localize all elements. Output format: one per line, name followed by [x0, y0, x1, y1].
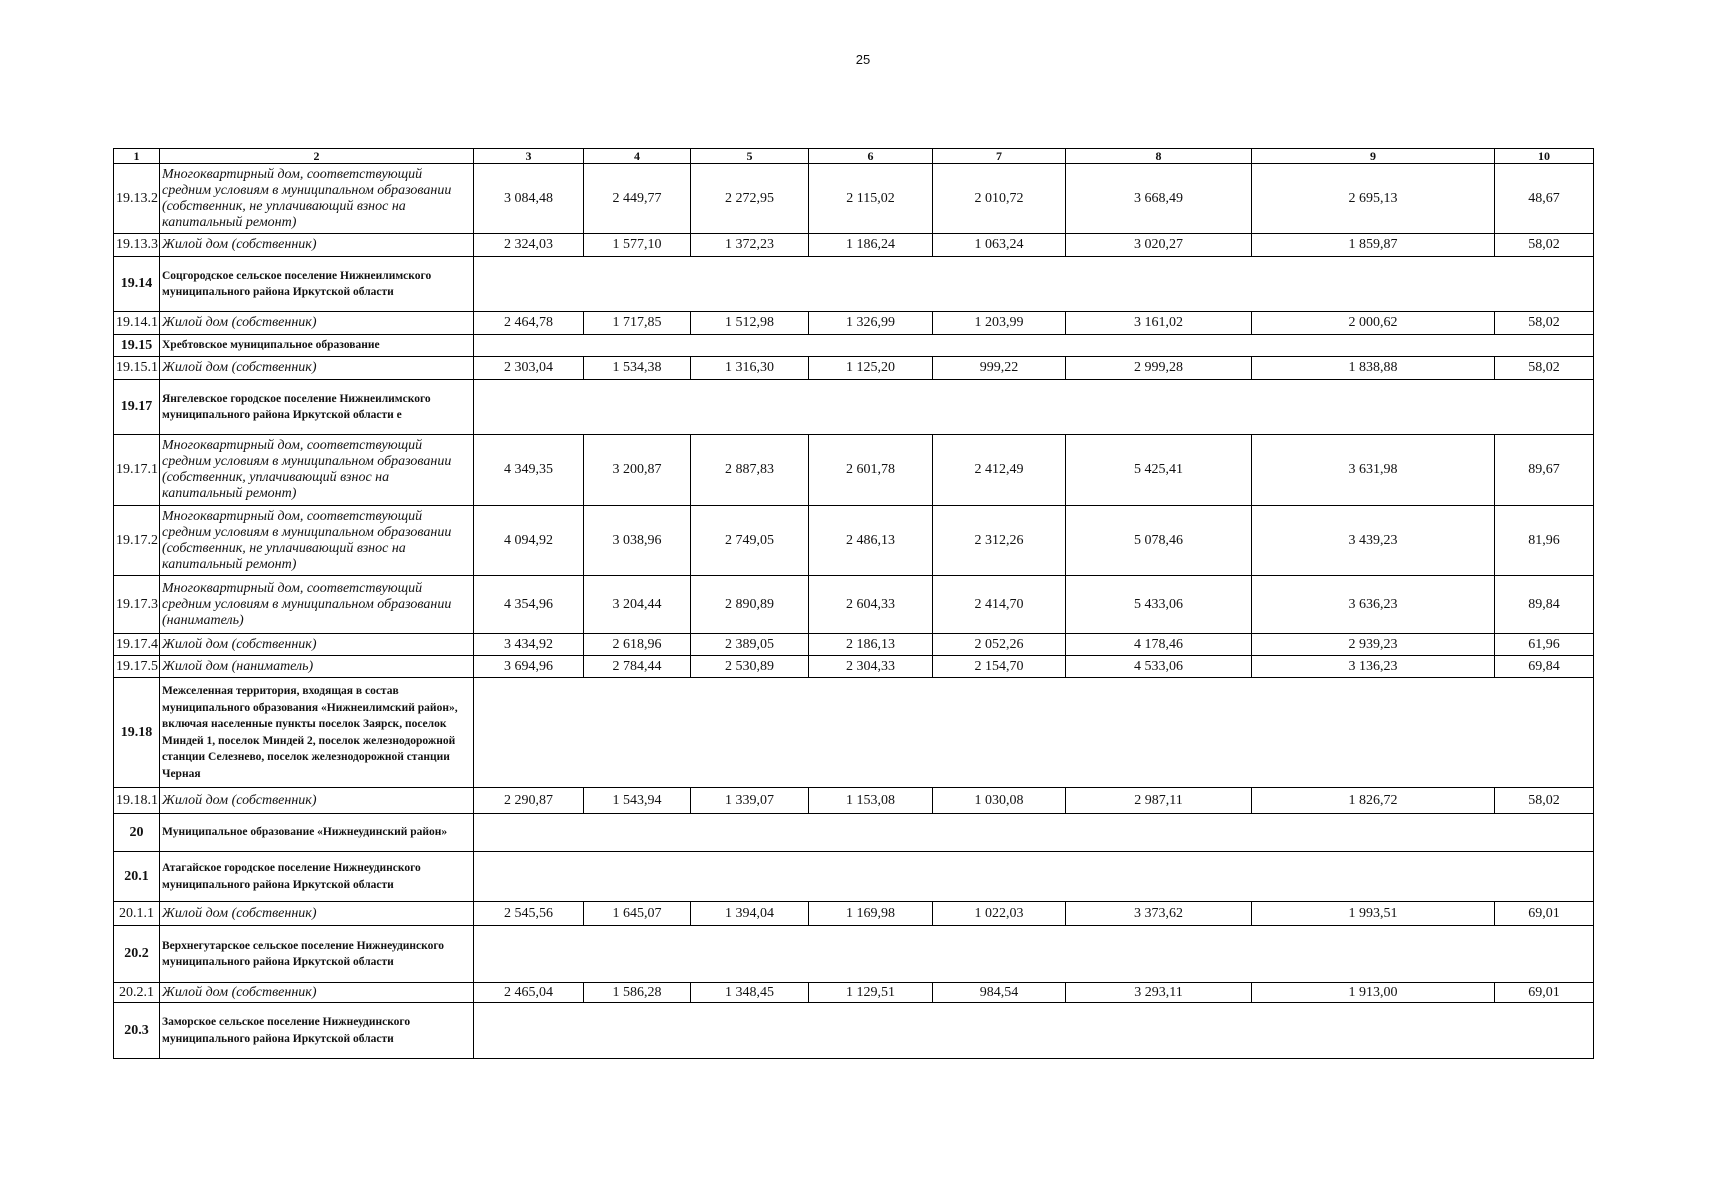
header-cell: 5 — [691, 149, 809, 164]
value-cell: 1 022,03 — [933, 902, 1066, 926]
row-code: 19.17.3 — [114, 576, 160, 634]
row-code: 20.1 — [114, 852, 160, 902]
row-code: 19.14 — [114, 257, 160, 312]
row-code: 19.15.1 — [114, 357, 160, 380]
value-cell: 1 993,51 — [1252, 902, 1495, 926]
section-row — [114, 380, 1594, 435]
value-cell: 1 717,85 — [584, 312, 691, 335]
value-cell: 984,54 — [933, 983, 1066, 1003]
value-cell: 58,02 — [1495, 788, 1594, 814]
table-row — [114, 506, 1594, 576]
value-cell: 1 348,45 — [691, 983, 809, 1003]
row-description: Жилой дом (собственник) — [160, 634, 474, 656]
value-cell: 69,84 — [1495, 656, 1594, 678]
row-code: 20.2.1 — [114, 983, 160, 1003]
value-cell: 4 178,46 — [1066, 634, 1252, 656]
table-row — [114, 788, 1594, 814]
value-cell: 2 987,11 — [1066, 788, 1252, 814]
value-cell: 2 412,49 — [933, 435, 1066, 506]
value-cell: 1 169,98 — [809, 902, 933, 926]
value-cell: 3 161,02 — [1066, 312, 1252, 335]
value-cell: 2 530,89 — [691, 656, 809, 678]
table-row — [114, 312, 1594, 335]
value-cell: 2 999,28 — [1066, 357, 1252, 380]
value-cell: 2 695,13 — [1252, 164, 1495, 234]
value-cell: 1 129,51 — [809, 983, 933, 1003]
value-cell: 1 826,72 — [1252, 788, 1495, 814]
table-row — [114, 234, 1594, 257]
value-cell: 1 326,99 — [809, 312, 933, 335]
value-cell: 5 078,46 — [1066, 506, 1252, 576]
value-cell: 3 373,62 — [1066, 902, 1252, 926]
value-cell: 3 136,23 — [1252, 656, 1495, 678]
row-code: 19.13.2 — [114, 164, 160, 234]
row-description: Жилой дом (наниматель) — [160, 656, 474, 678]
row-description: Жилой дом (собственник) — [160, 357, 474, 380]
value-cell: 1 394,04 — [691, 902, 809, 926]
header-cell: 4 — [584, 149, 691, 164]
value-cell: 2 464,78 — [474, 312, 584, 335]
empty-cell — [474, 926, 1594, 983]
value-cell: 4 533,06 — [1066, 656, 1252, 678]
value-cell: 89,84 — [1495, 576, 1594, 634]
value-cell: 1 534,38 — [584, 357, 691, 380]
empty-cell — [474, 814, 1594, 852]
value-cell: 5 433,06 — [1066, 576, 1252, 634]
row-description: Жилой дом (собственник) — [160, 902, 474, 926]
value-cell: 2 604,33 — [809, 576, 933, 634]
value-cell: 2 312,26 — [933, 506, 1066, 576]
table-row — [114, 357, 1594, 380]
value-cell: 1 859,87 — [1252, 234, 1495, 257]
value-cell: 1 186,24 — [809, 234, 933, 257]
header-cell: 7 — [933, 149, 1066, 164]
section-title: Атагайское городское поселение Нижнеудинского муниципального района Иркутской области — [160, 852, 474, 902]
value-cell: 2 000,62 — [1252, 312, 1495, 335]
value-cell: 4 354,96 — [474, 576, 584, 634]
row-description: Жилой дом (собственник) — [160, 312, 474, 335]
header-cell: 2 — [160, 149, 474, 164]
row-description: Многоквартирный дом, соответствующий средним условиям в муниципальном образовании (собственник, не уплачивающий взнос на капитальный ремонт) — [160, 506, 474, 576]
header-row — [114, 149, 1594, 164]
value-cell: 1 838,88 — [1252, 357, 1495, 380]
row-description: Многоквартирный дом, соответствующий средним условиям в муниципальном образовании (собственник, не уплачивающий взнос на капитальный ремонт) — [160, 164, 474, 234]
empty-cell — [474, 380, 1594, 435]
row-code: 19.17.4 — [114, 634, 160, 656]
row-code: 19.17 — [114, 380, 160, 435]
header-cell: 9 — [1252, 149, 1495, 164]
table-row — [114, 902, 1594, 926]
value-cell: 3 204,44 — [584, 576, 691, 634]
value-cell: 1 030,08 — [933, 788, 1066, 814]
row-code: 19.13.3 — [114, 234, 160, 257]
section-row — [114, 335, 1594, 357]
value-cell: 1 125,20 — [809, 357, 933, 380]
value-cell: 2 465,04 — [474, 983, 584, 1003]
empty-cell — [474, 852, 1594, 902]
value-cell: 4 094,92 — [474, 506, 584, 576]
value-cell: 58,02 — [1495, 357, 1594, 380]
value-cell: 48,67 — [1495, 164, 1594, 234]
value-cell: 1 512,98 — [691, 312, 809, 335]
value-cell: 58,02 — [1495, 234, 1594, 257]
value-cell: 3 293,11 — [1066, 983, 1252, 1003]
table-row — [114, 634, 1594, 656]
value-cell: 2 618,96 — [584, 634, 691, 656]
value-cell: 3 636,23 — [1252, 576, 1495, 634]
section-title: Верхнегутарское сельское поселение Нижнеудинского муниципального района Иркутской области — [160, 926, 474, 983]
section-title: Муниципальное образование «Нижнеудинский район» — [160, 814, 474, 852]
value-cell: 2 272,95 — [691, 164, 809, 234]
table-row — [114, 983, 1594, 1003]
empty-cell — [474, 1003, 1594, 1059]
row-code: 19.18 — [114, 678, 160, 788]
section-title: Хребтовское муниципальное образование — [160, 335, 474, 357]
value-cell: 2 186,13 — [809, 634, 933, 656]
section-title: Заморское сельское поселение Нижнеудинского муниципального района Иркутской области — [160, 1003, 474, 1059]
value-cell: 69,01 — [1495, 983, 1594, 1003]
row-code: 20.3 — [114, 1003, 160, 1059]
value-cell: 2 749,05 — [691, 506, 809, 576]
empty-cell — [474, 257, 1594, 312]
value-cell: 1 913,00 — [1252, 983, 1495, 1003]
table-row — [114, 656, 1594, 678]
value-cell: 4 349,35 — [474, 435, 584, 506]
row-description: Жилой дом (собственник) — [160, 983, 474, 1003]
row-code: 19.17.5 — [114, 656, 160, 678]
value-cell: 2 324,03 — [474, 234, 584, 257]
row-description: Многоквартирный дом, соответствующий средним условиям в муниципальном образовании (собственник, уплачивающий взнос на капитальный ремонт) — [160, 435, 474, 506]
row-code: 20.1.1 — [114, 902, 160, 926]
value-cell: 2 290,87 — [474, 788, 584, 814]
value-cell: 2 303,04 — [474, 357, 584, 380]
header-cell: 1 — [114, 149, 160, 164]
value-cell: 3 668,49 — [1066, 164, 1252, 234]
section-title: Янгелевское городское поселение Нижнеилимского муниципального района Иркутской области е — [160, 380, 474, 435]
section-row — [114, 1003, 1594, 1059]
value-cell: 3 200,87 — [584, 435, 691, 506]
value-cell: 1 153,08 — [809, 788, 933, 814]
value-cell: 89,67 — [1495, 435, 1594, 506]
table-row — [114, 435, 1594, 506]
value-cell: 3 084,48 — [474, 164, 584, 234]
value-cell: 1 063,24 — [933, 234, 1066, 257]
value-cell: 3 020,27 — [1066, 234, 1252, 257]
header-cell: 3 — [474, 149, 584, 164]
row-code: 19.15 — [114, 335, 160, 357]
empty-cell — [474, 335, 1594, 357]
page-number: 25 — [855, 52, 871, 67]
value-cell: 3 439,23 — [1252, 506, 1495, 576]
section-row — [114, 852, 1594, 902]
value-cell: 3 694,96 — [474, 656, 584, 678]
row-code: 20 — [114, 814, 160, 852]
row-code: 19.18.1 — [114, 788, 160, 814]
value-cell: 2 389,05 — [691, 634, 809, 656]
row-description: Жилой дом (собственник) — [160, 788, 474, 814]
value-cell: 1 316,30 — [691, 357, 809, 380]
row-code: 19.17.1 — [114, 435, 160, 506]
row-code: 19.17.2 — [114, 506, 160, 576]
header-cell: 10 — [1495, 149, 1594, 164]
row-code: 20.2 — [114, 926, 160, 983]
row-description: Многоквартирный дом, соответствующий средним условиям в муниципальном образовании (наниматель) — [160, 576, 474, 634]
value-cell: 61,96 — [1495, 634, 1594, 656]
value-cell: 2 486,13 — [809, 506, 933, 576]
value-cell: 2 939,23 — [1252, 634, 1495, 656]
section-row — [114, 814, 1594, 852]
value-cell: 999,22 — [933, 357, 1066, 380]
value-cell: 3 631,98 — [1252, 435, 1495, 506]
section-row — [114, 257, 1594, 312]
value-cell: 1 339,07 — [691, 788, 809, 814]
value-cell: 3 434,92 — [474, 634, 584, 656]
value-cell: 3 038,96 — [584, 506, 691, 576]
table-row — [114, 576, 1594, 634]
section-row — [114, 926, 1594, 983]
value-cell: 1 645,07 — [584, 902, 691, 926]
section-title: Межселенная территория, входящая в состав муниципального образования «Нижнеилимский район», включая населенные пункты поселок Заярск, поселок Миндей 1, поселок Миндей 2, поселок железнодорожной станции Селезнево, поселок железнодорожной станции Черная — [160, 678, 474, 788]
row-code: 19.14.1 — [114, 312, 160, 335]
header-cell: 8 — [1066, 149, 1252, 164]
value-cell: 81,96 — [1495, 506, 1594, 576]
value-cell: 1 543,94 — [584, 788, 691, 814]
value-cell: 58,02 — [1495, 312, 1594, 335]
row-description: Жилой дом (собственник) — [160, 234, 474, 257]
section-title: Соцгородское сельское поселение Нижнеилимского муниципального района Иркутской области — [160, 257, 474, 312]
value-cell: 1 203,99 — [933, 312, 1066, 335]
value-cell: 2 304,33 — [809, 656, 933, 678]
value-cell: 2 052,26 — [933, 634, 1066, 656]
table-row — [114, 164, 1594, 234]
empty-cell — [474, 678, 1594, 788]
value-cell: 69,01 — [1495, 902, 1594, 926]
value-cell: 2 545,56 — [474, 902, 584, 926]
value-cell: 2 887,83 — [691, 435, 809, 506]
value-cell: 2 154,70 — [933, 656, 1066, 678]
value-cell: 5 425,41 — [1066, 435, 1252, 506]
section-row — [114, 678, 1594, 788]
value-cell: 2 010,72 — [933, 164, 1066, 234]
header-cell: 6 — [809, 149, 933, 164]
value-cell: 2 115,02 — [809, 164, 933, 234]
value-cell: 1 577,10 — [584, 234, 691, 257]
value-cell: 2 414,70 — [933, 576, 1066, 634]
value-cell: 1 586,28 — [584, 983, 691, 1003]
value-cell: 2 784,44 — [584, 656, 691, 678]
tariff-table — [113, 148, 1594, 1059]
value-cell: 1 372,23 — [691, 234, 809, 257]
value-cell: 2 449,77 — [584, 164, 691, 234]
value-cell: 2 890,89 — [691, 576, 809, 634]
value-cell: 2 601,78 — [809, 435, 933, 506]
